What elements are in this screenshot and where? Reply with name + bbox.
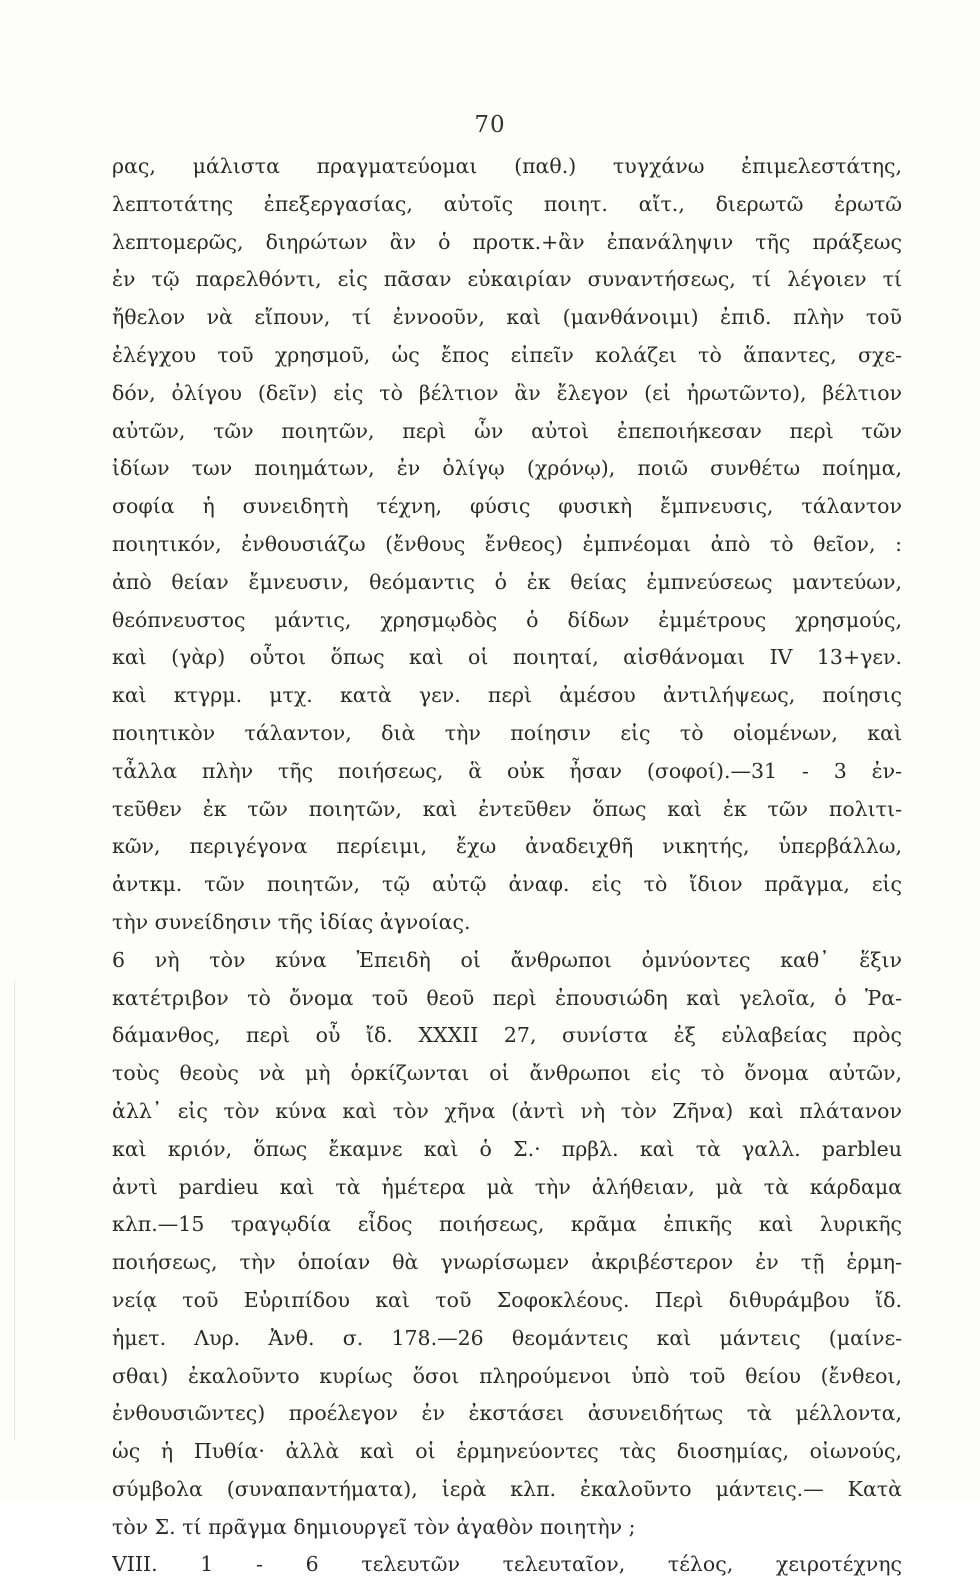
text-line: τὸν Σ. τί πρᾶγμα δημιουργεῖ τὸν ἀγαθὸν ποιητὴν ; bbox=[112, 1514, 636, 1539]
page-number: 70 bbox=[474, 112, 506, 138]
text-line: σθαι) ἐκαλοῦντο κυρίως ὅσοι πληρούμενοι ὑπὸ τοῦ θείου (ἔνθεοι, bbox=[112, 1363, 902, 1388]
text-line: ἐνθουσιῶντες) προέλεγον ἐν ἐκστάσει ἀσυνειδήτως τὰ μέλλοντα, bbox=[112, 1401, 902, 1426]
text-line: ἰδίων των ποιημάτων, ἐν ὀλίγῳ (χρόνῳ), ποιῶ συνθέτω ποίημα, bbox=[112, 456, 902, 481]
text-line: VIII. 1 - 6 τελευτῶν τελευταῖον, τέλος, χειροτέχνης bbox=[112, 1552, 902, 1577]
text-line: κατέτριβον τὸ ὄνομα τοῦ θεοῦ περὶ ἐπουσιώδη καὶ γελοῖα, ὁ Ῥα- bbox=[112, 985, 902, 1010]
text-line: 6 νὴ τὸν κύνα Ἐπειδὴ οἱ ἄνθρωποι ὀμνύοντες καθ᾽ ἕξιν bbox=[112, 947, 902, 972]
text-line: δάμανθος, περὶ οὗ ἴδ. XXXII 27, συνίστα ἐξ εὐλαβείας πρὸς bbox=[112, 1023, 902, 1048]
text-line: καὶ (γὰρ) οὗτοι ὅπως καὶ οἱ ποιηταί, αἰσθάνομαι IV 13+γεν. bbox=[112, 645, 902, 670]
text-line: καὶ κτγρμ. μτχ. κατὰ γεν. περὶ ἀμέσου ἀντιλήψεως, ποίησις bbox=[112, 683, 902, 708]
text-line: τἆλλα πλὴν τῆς ποιήσεως, ἃ οὐκ ἦσαν (σοφοί).—31 - 3 ἐν- bbox=[112, 758, 902, 783]
text-line: ἡμετ. Λυρ. Ἀνθ. σ. 178.—26 θεομάντεις καὶ μάντεις (μαίνε- bbox=[112, 1325, 902, 1350]
text-line: ποιητικὸν τάλαντον, διὰ τὴν ποίησιν εἰς τὸ οἰομένων, καὶ bbox=[112, 720, 902, 745]
gutter-shadow bbox=[14, 980, 15, 1440]
text-line: λεπτομερῶς, διηρώτων ἂν ὁ προτκ.+ἂν ἐπανάληψιν τῆς πράξεως bbox=[112, 229, 902, 254]
text-line: κῶν, περιγέγονα περίειμι, ἔχω ἀναδειχθῆ νικητής, ὑπερβάλλω, bbox=[112, 834, 902, 859]
text-line: νείᾳ τοῦ Εὐριπίδου καὶ τοῦ Σοφοκλέους. Περὶ διθυράμβου ἴδ. bbox=[112, 1287, 902, 1312]
text-line: αὐτῶν, τῶν ποιητῶν, περὶ ὧν αὐτοὶ ἐπεποιήκεσαν περὶ τῶν bbox=[112, 418, 902, 443]
text-line: σύμβολα (συναπαντήματα), ἱερὰ κλπ. ἐκαλοῦντο μάντεις.— Κατὰ bbox=[112, 1476, 902, 1501]
text-line: ἀπὸ θείαν ἔμνευσιν, θεόμαντις ὁ ἐκ θείας ἐμπνεύσεως μαντεύων, bbox=[112, 569, 902, 594]
text-line: θεόπνευστος μάντις, χρησμῳδὸς ὁ δίδων ἐμμέτρους χρησμούς, bbox=[112, 607, 902, 632]
text-line: ἀντὶ pardieu καὶ τὰ ἡμέτερα μὰ τὴν ἀλήθειαν, μὰ τὰ κάρδαμα bbox=[112, 1174, 902, 1199]
text-line: τὴν συνείδησιν τῆς ἰδίας ἀγνοίας. bbox=[112, 909, 471, 934]
text-line: σοφία ἡ συνειδητὴ τέχνη, φύσις φυσικὴ ἔμπνευσις, τάλαντον bbox=[112, 494, 902, 519]
commentary-text bbox=[112, 148, 902, 1584]
text-line: καὶ κριόν, ὅπως ἔκαμνε καὶ ὁ Σ.· πρβλ. καὶ τὰ γαλλ. parbleu bbox=[112, 1136, 902, 1161]
text-line: ἤθελον νὰ εἴπουν, τί ἐννοοῦν, καὶ (μανθάνοιμι) ἐπιδ. πλὴν τοῦ bbox=[112, 305, 902, 330]
text-line: ἐλέγχου τοῦ χρησμοῦ, ὡς ἔπος εἰπεῖν κολάζει τὸ ἅπαντες, σχε- bbox=[112, 342, 902, 367]
text-line: κλπ.—15 τραγῳδία εἶδος ποιήσεως, κρᾶμα ἐπικῆς καὶ λυρικῆς bbox=[112, 1212, 902, 1237]
text-line: δόν, ὀλίγου (δεῖν) εἰς τὸ βέλτιον ἂν ἔλεγον (εἰ ἠρωτῶντο), βέλτιον bbox=[112, 380, 902, 405]
text-line: λεπτοτάτης ἐπεξεργασίας, αὐτοῖς ποιητ. αἴτ., διερωτῶ ἐρωτῶ bbox=[112, 191, 902, 216]
text-line: ἐν τῷ παρελθόντι, εἰς πᾶσαν εὐκαιρίαν συναντήσεως, τί λέγοιεν τί bbox=[112, 267, 902, 292]
text-line: ποιήσεως, τὴν ὁποίαν θὰ γνωρίσωμεν ἀκριβέστερον ἐν τῇ ἑρμη- bbox=[112, 1250, 902, 1275]
text-line: ὡς ἡ Πυθία· ἀλλὰ καὶ οἱ ἑρμηνεύοντες τὰς διοσημίας, οἰωνούς, bbox=[112, 1439, 902, 1464]
text-line: ποιητικόν, ἐνθουσιάζω (ἔνθους ἔνθεος) ἐμπνέομαι ἀπὸ τὸ θεῖον, : bbox=[112, 531, 902, 556]
text-line: ἀντκμ. τῶν ποιητῶν, τῷ αὐτῷ ἀναφ. εἰς τὸ ἴδιον πρᾶγμα, εἰς bbox=[112, 872, 902, 897]
text-line: τοὺς θεοὺς νὰ μὴ ὁρκίζωνται οἱ ἄνθρωποι εἰς τὸ ὄνομα αὐτῶν, bbox=[112, 1061, 902, 1086]
text-line: τεῦθεν ἐκ τῶν ποιητῶν, καὶ ἐντεῦθεν ὅπως καὶ ἐκ τῶν πολιτι- bbox=[112, 796, 902, 821]
text-line: ρας, μάλιστα πραγματεύομαι (παθ.) τυγχάνω ἐπιμελεστάτης, bbox=[112, 154, 902, 178]
text-line: ἀλλ᾽ εἰς τὸν κύνα καὶ τὸν χῆνα (ἀντὶ νὴ τὸν Ζῆνα) καὶ πλάτανον bbox=[112, 1098, 902, 1123]
